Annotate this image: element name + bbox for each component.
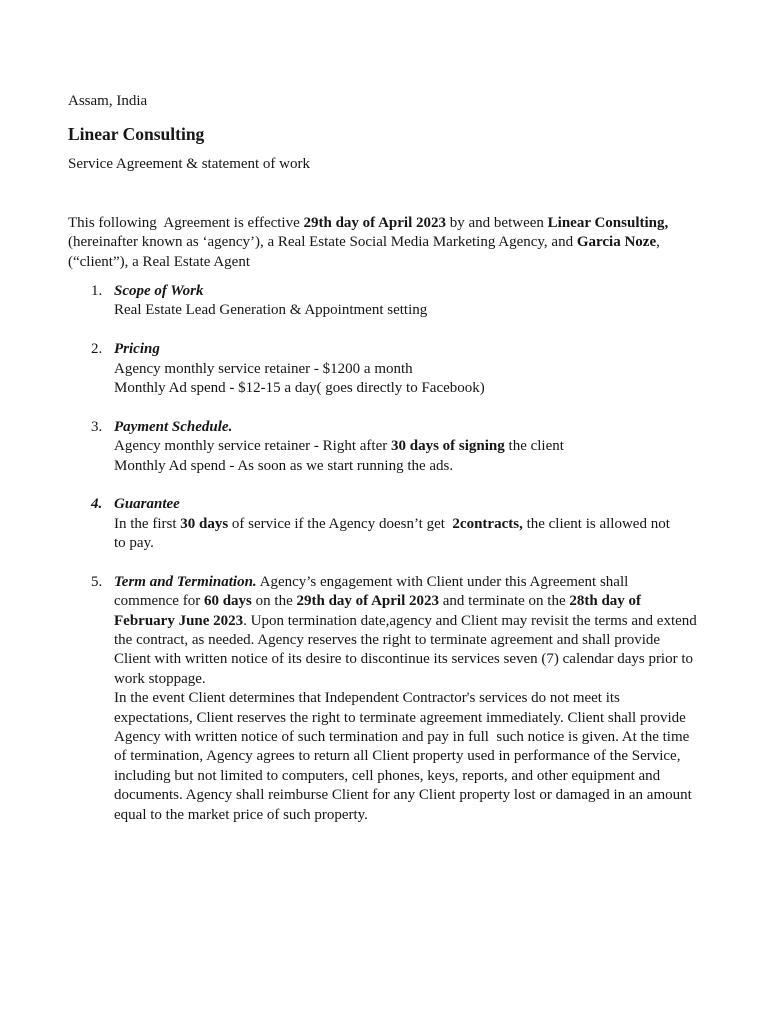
text-run: Monthly Ad spend - $12-15 a day( goes directly to Facebook) (114, 379, 485, 396)
text-line (114, 437, 768, 456)
text-run: and terminate on the (439, 593, 570, 610)
text-line (114, 631, 768, 650)
text-run: Agency’s engagement with Client under this Agreement shall (256, 573, 629, 590)
text-line (114, 592, 768, 611)
text-line (114, 709, 768, 728)
text-run: Monthly Ad spend - As soon as we start running the ads. (114, 457, 454, 474)
text-run: Client with written notice of its desire to discontinue its services seven (7) calendar days prior to (114, 651, 694, 668)
text-line (114, 573, 768, 592)
text-run: Real Estate Lead Generation & Appointment setting (114, 302, 428, 319)
text-line (114, 728, 768, 747)
text-line (114, 670, 768, 689)
emphasis-text: Linear Consulting, (547, 215, 669, 231)
company-name: Linear Consulting (68, 124, 205, 144)
section-body (114, 282, 768, 321)
text-line (68, 214, 668, 233)
text-line (114, 612, 768, 631)
text-run: of service if the Agency doesn’t get (228, 515, 453, 532)
text-run: commence for (114, 593, 204, 610)
emphasis-text: 30 days of signing (390, 438, 505, 455)
text-run: by and between (446, 215, 548, 231)
emphasis-text: 28th day of (569, 593, 642, 610)
text-run: documents. Agency shall reimburse Client for any Client property lost or damaged in an amount (114, 787, 692, 804)
text-line (114, 301, 768, 320)
text-line (114, 767, 768, 786)
section-number: 1. (91, 283, 103, 299)
text-run: In the event Client determines that Independent Contractor's services do not meet its (114, 690, 620, 707)
section-item (0, 573, 768, 825)
section-number: 3. (91, 418, 103, 435)
emphasis-text: 2contracts, (452, 515, 523, 532)
text-run: on the (251, 593, 297, 610)
emphasis-text: 29th day of April 2023 (303, 215, 447, 231)
text-run: including but not limited to computers, cell phones, keys, reports, and other equipment and (114, 767, 661, 784)
emphasis-text: 60 days (203, 593, 252, 610)
text-line (114, 457, 768, 476)
text-line (68, 233, 668, 252)
text-run: In the first (114, 515, 181, 532)
section-body (114, 340, 768, 398)
text-line (114, 340, 768, 359)
text-run: . Upon termination date,agency and Client may revisit the terms and extend (243, 612, 697, 629)
section-heading: Scope of Work (114, 283, 204, 299)
text-run: the client (504, 438, 564, 455)
text-run: , (656, 234, 660, 251)
section-heading: Pricing (114, 341, 160, 358)
text-line (114, 534, 768, 553)
text-line (114, 650, 768, 669)
text-run: the client is allowed not (522, 515, 670, 532)
text-run: This following Agreement is effective (68, 215, 304, 231)
section-number: 4. (91, 496, 103, 513)
section-item (0, 418, 768, 476)
section-heading: Term and Termination. (114, 573, 257, 590)
text-run: work stoppage. (114, 670, 206, 687)
text-run: (hereinafter known as ‘agency’), a Real Estate Social Media Marketing Agency, and (68, 234, 577, 251)
section-number: 5. (91, 573, 103, 590)
sender-location: Assam, India (68, 93, 148, 109)
text-line (114, 515, 768, 534)
text-run: expectations, Client reserves the right to terminate agreement immediately. Client shall provide (114, 709, 686, 726)
section-item (0, 495, 768, 553)
text-run: of termination, Agency agrees to return all Client property used in performance of the Service, (114, 748, 681, 765)
text-line (114, 360, 768, 379)
section-item (0, 282, 768, 321)
text-run: Agency monthly service retainer - $1200 a month (114, 360, 413, 377)
text-line (114, 747, 768, 766)
section-heading: Guarantee (114, 496, 180, 513)
text-line (114, 786, 768, 805)
text-line (68, 253, 668, 272)
section-item (0, 340, 768, 398)
section-body (114, 495, 768, 553)
text-line (114, 379, 768, 398)
text-run: to pay. (114, 535, 154, 552)
emphasis-text: Garcia Noze (576, 234, 657, 251)
text-run: equal to the market price of such property. (114, 806, 368, 823)
section-body (114, 418, 768, 476)
text-line (114, 282, 768, 301)
section-list (0, 282, 768, 844)
text-run: the contract, as needed. Agency reserves the right to terminate agreement and shall provide (114, 632, 661, 649)
section-body (114, 573, 768, 825)
emphasis-text: 29th day of April 2023 (296, 593, 439, 610)
text-line (114, 495, 768, 514)
emphasis-text: February June 2023 (114, 612, 244, 629)
section-heading: Payment Schedule. (114, 418, 233, 435)
text-line (114, 806, 768, 825)
text-run: Agency monthly service retainer - Right after (114, 438, 391, 455)
text-line (114, 418, 768, 437)
text-run: Agency with written notice of such termination and pay in full such notice is given. At the time (114, 728, 690, 745)
document-title: Service Agreement & statement of work (68, 156, 311, 172)
intro-paragraph (68, 214, 668, 272)
text-line (114, 689, 768, 708)
section-number: 2. (91, 341, 103, 358)
text-run: (“client”), a Real Estate Agent (68, 253, 250, 270)
emphasis-text: 30 days (180, 515, 229, 532)
